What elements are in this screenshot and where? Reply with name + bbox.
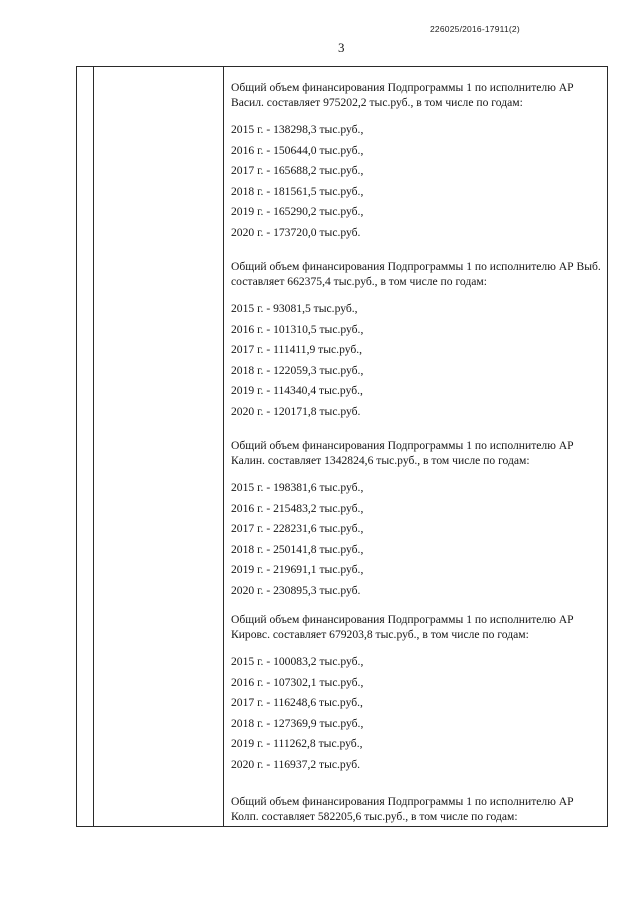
column-divider <box>93 67 94 826</box>
financing-section <box>231 612 603 777</box>
year-list <box>231 654 603 777</box>
year-line: 2019 г. - 219691,1 тыс.руб., <box>231 563 364 576</box>
section-intro: Общий объем финансирования Подпрограммы 1 по исполнителю АР Колп. составляет 582205,6 тыс.руб., в том числе по годам: <box>231 795 574 823</box>
year-line: 2020 г. - 116937,2 тыс.руб. <box>231 757 361 771</box>
section-intro: Общий объем финансирования Подпрограммы 1 по исполнителю АР Васил. составляет 975202,2 тыс.руб., в том числе по годам: <box>231 81 574 109</box>
financing-section <box>231 794 603 824</box>
year-line: 2018 г. - 181561,5 тыс.руб., <box>231 184 364 198</box>
year-line: 2016 г. - 215483,2 тыс.руб., <box>231 501 364 515</box>
year-line: 2017 г. - 116248,6 тыс.руб., <box>231 696 363 709</box>
section-intro: Общий объем финансирования Подпрограммы 1 по исполнителю АР Кировс. составляет 679203,8 тыс.руб., в том числе по годам: <box>231 613 574 641</box>
year-line: 2017 г. - 165688,2 тыс.руб., <box>231 164 364 177</box>
financing-section <box>231 438 603 603</box>
year-line: 2016 г. - 101310,5 тыс.руб., <box>231 322 364 336</box>
financing-section <box>231 259 603 424</box>
year-line: 2016 г. - 107302,1 тыс.руб., <box>231 675 364 689</box>
year-line: 2015 г. - 93081,5 тыс.руб., <box>231 302 358 315</box>
year-line: 2018 г. - 127369,9 тыс.руб., <box>231 716 364 730</box>
year-line: 2015 г. - 100083,2 тыс.руб., <box>231 655 364 668</box>
year-line: 2017 г. - 228231,6 тыс.руб., <box>231 522 364 535</box>
section-intro: Общий объем финансирования Подпрограммы 1 по исполнителю АР Калин. составляет 1342824,6 тыс.руб., в том числе по годам: <box>231 439 574 467</box>
year-line: 2020 г. - 173720,0 тыс.руб. <box>231 225 361 239</box>
year-list <box>231 480 603 603</box>
year-line: 2019 г. - 114340,4 тыс.руб., <box>231 384 363 397</box>
column-divider <box>223 67 224 826</box>
page-number: 3 <box>338 40 345 55</box>
section-intro: Общий объем финансирования Подпрограммы 1 по исполнителю АР Выб. составляет 662375,4 тыс.руб., в том числе по годам: <box>231 260 601 288</box>
year-line: 2015 г. - 198381,6 тыс.руб., <box>231 481 364 494</box>
year-line: 2018 г. - 250141,8 тыс.руб., <box>231 542 364 556</box>
year-line: 2020 г. - 120171,8 тыс.руб. <box>231 404 361 418</box>
document-id: 226025/2016-17911(2) <box>430 24 520 34</box>
year-line: 2019 г. - 111262,8 тыс.руб., <box>231 737 363 750</box>
year-list <box>231 122 603 245</box>
year-list <box>231 301 603 424</box>
year-line: 2018 г. - 122059,3 тыс.руб., <box>231 363 364 377</box>
year-line: 2016 г. - 150644,0 тыс.руб., <box>231 143 364 157</box>
document-table <box>76 66 608 827</box>
year-line: 2017 г. - 111411,9 тыс.руб., <box>231 343 363 356</box>
year-line: 2020 г. - 230895,3 тыс.руб. <box>231 583 361 597</box>
year-line: 2015 г. - 138298,3 тыс.руб., <box>231 123 364 136</box>
financing-section <box>231 80 603 245</box>
year-line: 2019 г. - 165290,2 тыс.руб., <box>231 205 364 218</box>
financing-cell <box>231 80 603 824</box>
